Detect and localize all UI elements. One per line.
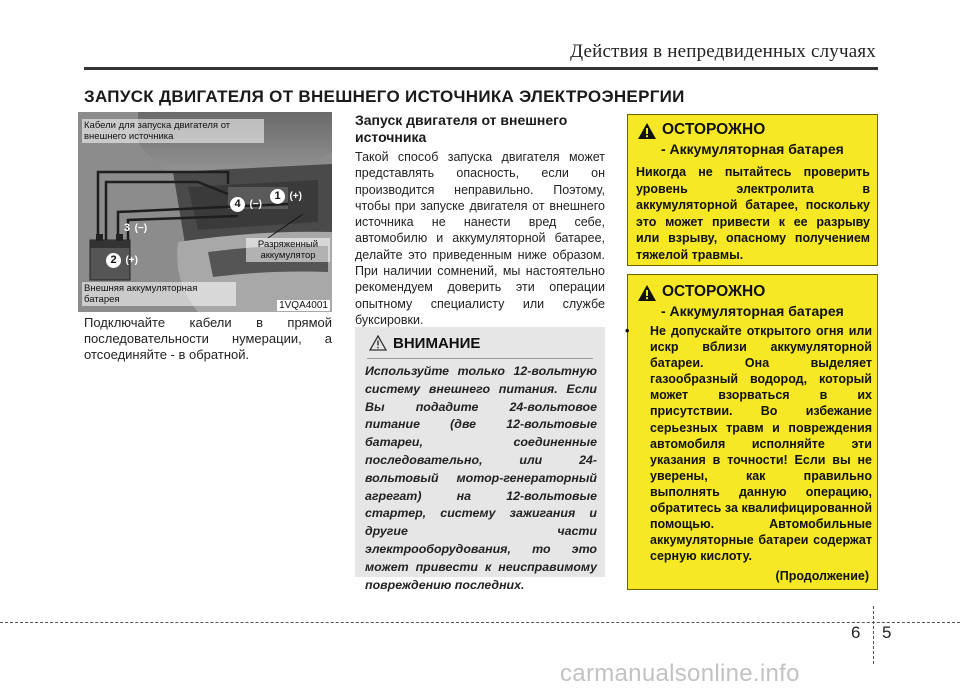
marker-2: 2 (+): [106, 250, 138, 268]
footer-rule: [0, 622, 960, 623]
label-discharged-battery: Разряженный аккумулятор: [246, 238, 330, 262]
caution-subtitle: - Аккумуляторная батарея: [661, 303, 844, 319]
figure-code: 1VQA4001: [279, 300, 328, 311]
bullet: •: [625, 324, 630, 338]
label-external-battery: Внешняя аккумуляторная батарея: [82, 282, 236, 306]
header-rule: [84, 67, 878, 70]
caution-text: Никогда не пытайтесь проверить уровень электролита в аккумуляторной батарее, поскольку это может привести к ее разрыву или взрыву, опасному получением тяжелой травмы.: [636, 165, 870, 262]
notice-box: [355, 327, 605, 592]
warning-triangle-icon: [637, 122, 657, 140]
marker-4: 4 (−): [230, 194, 262, 212]
caution-title: ОСТОРОЖНО: [662, 121, 766, 138]
section-body: Такой способ запуска двигателя может представлять опасность, если он производится неправильно. Поэтому, чтобы при запуске двигателя от внешнего источника не нанести вред себе, автомобилю и аккумуляторной батарее, делайте это приведенным ниже образом. При наличии сомнений, мы настоятельно рекомендуем доверить эти операции опытному специалисту или службе буксировки.: [355, 150, 605, 327]
notice-divider: [367, 358, 593, 359]
section-title: Действия в непредвиденных случаях: [570, 41, 876, 62]
notice-title: ВНИМАНИЕ: [393, 335, 481, 352]
notice-text: Используйте только 12-вольтную систему внешнего питания. Если Вы подадите 24-вольтовое питание (две 12-вольтовые батареи, соединенные последовательно, или 24-вольтовый мотор-генераторный агрегат) на 12-вольтовые стартер, систему зажигания и другие части электрооборудования, то это может привести к неисправимому повреждению последних.: [365, 364, 597, 592]
page-number: 5: [882, 623, 892, 642]
jump-start-illustration: [78, 112, 332, 312]
caution-title: ОСТОРОЖНО: [662, 283, 766, 300]
caution-subtitle: - Аккумуляторная батарея: [661, 141, 844, 157]
marker-3: 3 (−): [124, 222, 148, 234]
caution-box-fire: [627, 274, 878, 590]
continued-label: (Продолжение): [775, 569, 869, 583]
page-title: ЗАПУСК ДВИГАТЕЛЯ ОТ ВНЕШНЕГО ИСТОЧНИКА ЭЛЕКТРОЭНЕРГИИ: [84, 87, 685, 106]
page-number-separator: [873, 606, 874, 664]
warning-triangle-icon: [369, 335, 387, 351]
caution-text: Не допускайте открытого огня или искр вблизи аккумуляторной батареи. Она выделяет газообразный водород, который может взорваться в их присутствии. Во избежание серьезных травм и повреждения автомобиля исполняйте эти указания в точности! Если вы не уверены, как правильно выполнять данную операцию, обратитесь за квалифицированной помощью. Автомобильные аккумуляторные батареи содержат серную кислоту.: [650, 324, 872, 564]
label-jumper-cables: Кабели для запуска двигателя от внешнего источника: [82, 119, 264, 143]
watermark: carmanualsonline.info: [560, 660, 800, 687]
marker-1: 1 (+): [270, 186, 302, 204]
chapter-number: 6: [851, 623, 861, 642]
caution-text-wrapper: [625, 323, 872, 564]
connection-instruction: Подключайте кабели в прямой последовательности нумерации, а отсоединяйте - в обратной.: [84, 315, 332, 362]
section-heading: Запуск двигателя от внешнего источника: [355, 112, 568, 145]
warning-triangle-icon: [637, 284, 657, 302]
caution-box-electrolyte: [627, 114, 878, 266]
